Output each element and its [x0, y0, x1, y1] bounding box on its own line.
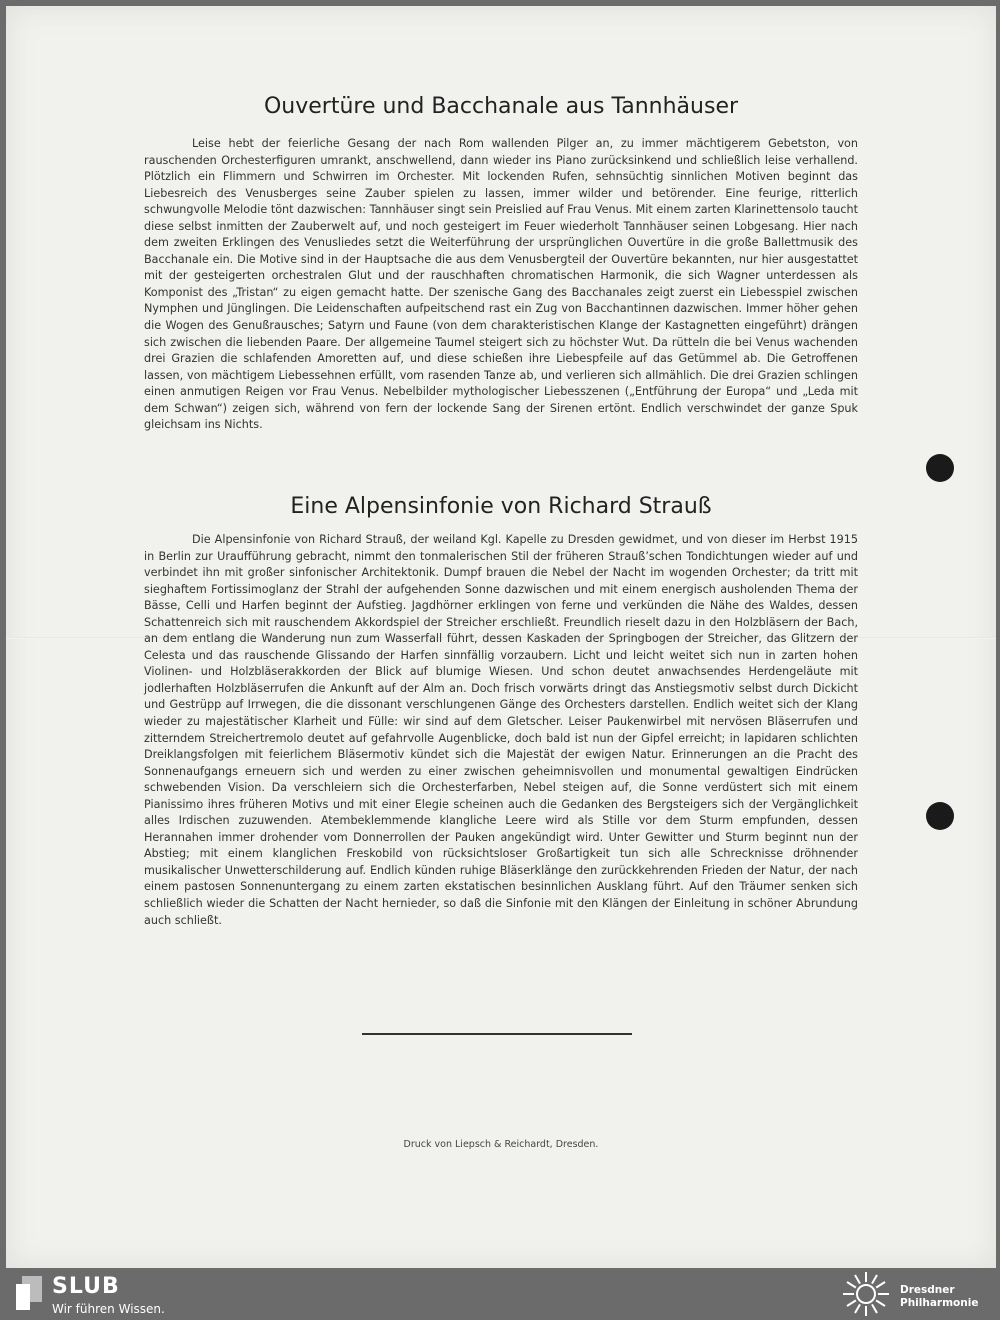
section-text-tannhaeuser: Leise hebt der feierliche Gesang der nach Rom wallenden Pilger an, zu immer mächtigerem Gebetston, von rauschenden Orchesterfiguren umrankt, anschwellend, dann wieder ins Piano zurücksinkend und schließlich leise verhallend. Plötzlich ein Flimmern und Schwirren im Orchester. Mit lockenden Rufen, sehnsüchtig sinnlichen Motiven beginnt das Liebesreich des Venusberges seine Zauber spielen zu lassen, immer wilder und betörender. Eine feurige, ritterlich schwungvolle Melodie tönt dazwischen: Tannhäuser singt sein Preislied auf Frau Venus. Mit einem zarten Klarinettensolo taucht diese selbst inmitten der Zauberwelt auf, und noch gesteigert im Feuer wiederholt Tannhäuser seinen Lobgesang. Hier nach dem zweiten Erklingen des Venusliedes setzt die Weiterführung der ursprünglichen Ouvertüre in die große Ballettmusik des Bacchanale ein. Die Motive sind in der Hauptsache die aus dem Venusbergteil der Ouvertüre bekannten, nur hier ausgestattet mit der gesteigerten orchestralen Glut und der rauschhaften chromatischen Harmonik, die sich Wagner unterdessen als Komponist des „Tristan“ zu eigen gemacht hatte. Der szenische Gang des Bacchanales zeigt zuerst ein Liebesspiel zwischen Nymphen und Jünglingen. Die Leidenschaften aufpeitschend rast ein Zug von Bacchantinnen dazwischen. Immer höher gehen die Wogen des Genußrausches; Satyrn und Faune (von dem charakteristischen Klange der Kastagnetten eingeführt) drängen sich zwischen die liebenden Paare. Der allgemeine Taumel steigert sich zu höchster Wut. Da rütteln die bei Venus wachenden drei Grazien die schlafenden Amoretten auf, und diese schießen ihre Liebespfeile auf das Getümmel ab. Die Getroffenen lassen, von mächtigem Liebessehnen erfüllt, vom rasenden Tanze ab, und verlieren sich allmählich. Die drei Grazien schlingen einen anmutigen Reigen vor Frau Venus. Nebelbilder mythologischer Liebesszenen („Entführung der Europa“ und „Leda mit dem Schwan“) zeigen sich, während von fern der lockende Sang der Sirenen ertönt. Endlich verschwindet der ganze Spuk gleichsam ins Nichts.: [144, 137, 858, 432]
slub-title: SLUB: [52, 1274, 120, 1299]
philharmonie-line2: Philharmonie: [900, 1297, 979, 1309]
section-title-tannhaeuser: Ouvertüre und Bacchanale aus Tannhäuser: [263, 94, 739, 119]
slub-tagline: Wir führen Wissen.: [52, 1302, 165, 1316]
philharmonie-line1: Dresdner: [900, 1284, 955, 1296]
philharmonie-logo-icon: [840, 1270, 892, 1318]
slub-logo-icon: [16, 1276, 42, 1310]
section-title-alpensinfonie: Eine Alpensinfonie von Richard Strauß: [290, 494, 712, 519]
document-page: [6, 6, 996, 1268]
footer-bar: [0, 1268, 1000, 1320]
section-text-alpensinfonie: Die Alpensinfonie von Richard Strauß, der weiland Kgl. Kapelle zu Dresden gewidmet, und von dieser im Herbst 1915 in Berlin zur Uraufführung gebracht, nimmt den tonmalerischen Stil der früheren Strauß’schen Tondichtungen wieder auf und verbindet ihn mit großer sinfonischer Architektonik. Dumpf brauen die Nebel der Nacht im wogenden Orchester; da tritt mit sieghaftem Fortissimoglanz der Strahl der aufgehenden Sonne dazwischen und mit einem energisch ausholenden Thema der Bässe, Celli und Harfen beginnt der Aufstieg. Jagdhörner erklingen von ferne und verkünden die Nähe des Waldes, dessen Schattenreich sich mit rauschendem Akkordspiel der Streicher erschließt. Freundlich rieselt dazu in den Holzbläsern der Bach, an dem entlang die Wanderung nun zum Wasserfall führt, dessen Kaskaden der Springbogen der Streicher, das Glitzern der Celesta und das rauschende Glissando der Harfen sinnfällig vorzaubern. Licht und leicht weitet sich nun in zarten hohen Violinen- und Holzbläserakkorden der Blick auf blumige Wiesen. Und schon deutet anwachsendes Herdengeläute mit jodlerhaften Holzbläserrufen die Ankunft auf der Alm an. Doch frisch vorwärts dringt das Anstiegsmotiv selbst durch Dickicht und Gestrüpp auf Irrwegen, die die dissonant verschlungenen Gänge des Orchesters darstellen. Endlich weitet sich der Klang wieder zu majestätischer Klarheit und Fülle: wir sind auf dem Gletscher. Leiser Paukenwirbel mit nervösen Bläserrufen und zitterndem Streichertremolo deutet auf gefahrvolle Augenblicke, doch bald ist nun der Gipfel erreicht; in lapidaren schlichten Dreiklangsfolgen mit feierlichem Bläsermotiv kündet sich die Majestät der ewigen Natur. Erinnerungen an die Pracht des Sonnenaufgangs erneuern sich und werden zu einer zwischen geheimnisvollen und monumental gewaltigen Eindrücken schwebenden Vision. Da verschleiern sich die Orchesterfarben, Nebel steigen auf, die Sonne verdüstert sich mit einem Pianissimo ihres früheren Motivs und mit einer Elegie scheinen auch die Gedanken des Bergsteigers sich der Vergänglichkeit alles Irdischen zuzuwenden. Atembeklemmende klangliche Leere wird als Stille vor dem Sturm empfunden, dessen Herannahen immer drohender vom Donnerrollen der Pauken angekündigt wird. Unter Gewitter und Sturm beginnt nun der Abstieg; mit einem klanglichen Freskobild von rücksichtsloser Großartigkeit tun sich alle Schrecknisse dröhnender musikalischer Unwetterschilderung auf. Endlich künden ruhige Bläserklänge den zurückkehrenden Frieden der Natur, der nach einem pastosen Sonnenuntergang zu einem zarten ekstatischen besinnlichen Ausklang führt. Auf den Träumer senken sich schließlich wieder die Schatten der Nacht hernieder, so daß die Sinfonie mit den Klängen der Einleitung in schöner Abrundung auch schließt.: [144, 533, 858, 927]
punch-hole-upper: [926, 454, 954, 482]
divider-rule: [362, 1033, 632, 1035]
punch-hole-lower: [926, 802, 954, 830]
printer-imprint: Druck von Liepsch & Reichardt, Dresden.: [403, 1139, 599, 1150]
philharmonie-wordmark: [900, 1284, 978, 1310]
